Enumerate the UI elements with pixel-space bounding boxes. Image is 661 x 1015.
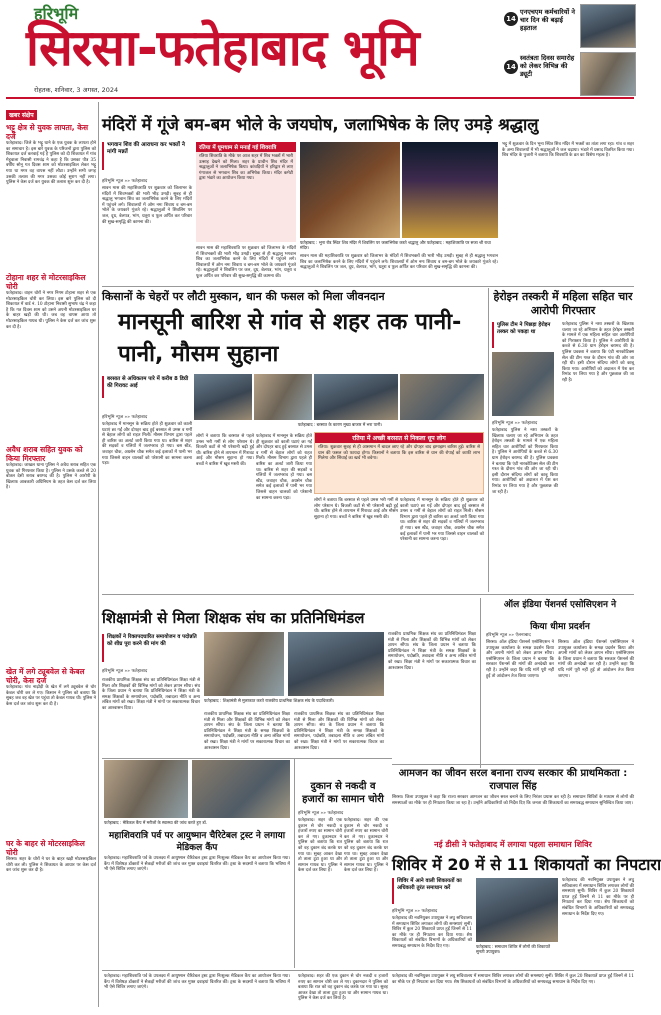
monsoon-photo-1 [194,374,252,420]
teacher-byline: हरिभूमि न्यूज »» फतेहाबाद [102,669,148,674]
dateline: रोहतक, शनिवार, 3 अगस्त, 2024 [34,86,119,94]
brief-1-body: फतेहाबाद। जिले के भट्टू थाने के एक युवक के लापता होने का समाचार है। इस बारे युवक के परिजनों द्वारा पुलिस को शिकायत दर्ज करवाई गई है पुलिस को दी शिकायत में गांव मेहूवाला निवासी रामचंद्र ने कहा है कि उसका पौत्र 35 वर्षीय सोनू गत दिवस शाम को मोटरसाइकिल लेकर भट्टू गया था मगर वह वापस नहीं लौटा। उन्होंने सभी जगह उसकी तलाश की मगर उसका कोई सुराग नहीं लगा। पुलिस ने केस दर्ज कर युवक की तलाश शुरू कर दी है। [6,141,96,186]
ellenabad-divider [480,598,481,768]
ellenabad-kicker: ऑल इंडिया पेंशनर्स एसोसिएशन ने [503,600,617,610]
heroin-sidebar-text: पुलिस टीम ने पिछड़ा हेरोइन तस्कर को पकड़ा था [497,322,551,335]
teacher-body-4: राजकीय प्राथमिक शिक्षक संघ का प्रतिनिधिमंडल शिक्षा मंत्री से मिला और शिक्षकों की विभिन्न मांगों को लेकर ज्ञापन सौंपा। संघ के जिला प्रधान ने बताया कि प्रतिनिधिमंडल ने शिक्षा मंत्री के समक्ष शिक्षकों के समायोजन, पदोन्नति, तबादला नीति व अन्य लंबित मांगों को रखा। शिक्षा मंत्री ने मांगों पर सकारात्मक विचार का आश्वासन दिया। [388,632,476,671]
camp-sidebar [392,878,472,904]
page-title: सिरसा-फतेहाबाद भूमि [26,19,419,77]
monsoon-kicker: किसानों के चेहरों पर लौटी मुस्कान, धान की फसल को मिला जीवनदान [102,290,385,303]
theft-body-1: फतेहाबाद। शहर की एक दुकान से चोर नकदी व हजारों रुपए का सामान चोरी कर ले गए। दुकानदार ने पुलिस को बताया कि रात को वह दुकान बंद करके घर गया था। सुबह आकर देखा तो ताला टूटा हुआ था और सामान गायब था। पुलिस ने केस दर्ज कर लिया है। [298,818,342,874]
theft-divider [294,758,295,968]
ratia-rain-title: रतिया में अच्छी बरसात से निकला धूप लोग [315,433,483,443]
brief-4-headline[interactable]: खेत में लगे ट्यूबवेल से केबल चोरी, केस दर्ज [6,667,85,685]
teacher-body-1: राजकीय प्राथमिक शिक्षक संघ का प्रतिनिधिमंडल शिक्षा मंत्री से मिला और शिक्षकों की विभिन्न मांगों को लेकर ज्ञापन सौंपा। संघ के जिला प्रधान ने बताया कि प्रतिनिधिमंडल ने शिक्षा मंत्री के समक्ष शिक्षकों के समायोजन, पदोन्नति, तबादला नीति व अन्य लंबित मांगों को रखा। शिक्षा मंत्री ने मांगों पर सकारात्मक विचार का आश्वासन दिया। [102,678,200,711]
top-story-right-body: भट्टू में शुक्रवार के दिन भूना स्थित शिव मंदिर में भक्तों का तांता लगा रहा। गांव व शहर के अन्य शिवालयों में भी श्रद्धालुओं ने जल चढ़ाया। भंडारे में प्रसाद वितरित किया गया। शिव मंदिर के पुजारी ने बताया कि शिवरात्रि के व्रत का विशेष महत्व है। [502,142,634,159]
bottom-col-1: फतेहाबाद। महाशिवरात्रि पर्व के उपलक्ष्य में आयुष्मान चैरिटेबल ट्रस्ट द्वारा निःशुल्क मेडिकल कैंप का आयोजन किया गया। कैंप में विशेषज्ञ डॉक्टरों ने सैकड़ों मरीजों की जांच कर मुफ्त दवाइयां वितरित कीं। ट्रस्ट के सदस्यों ने बताया कि भविष्य में भी ऐसे शिविर लगाए जाएंगे। [104,974,290,991]
camp-kicker: नई डीसी ने फतेहाबाद में लगाया पहला समाधान शिविर [434,840,592,849]
brief-5-headline[interactable]: घर के बाहर से मोटरसाइकिल चोरी [6,839,85,857]
top-story-sidebar [102,142,192,170]
ratia-rain-box [314,432,484,494]
top-story-caption: फतेहाबाद : भूना रोड स्थित शिव मंदिर में शिवलिंग पर जलाभिषेक करते श्रद्धालु और फतेहाबाद : महाशिवरात्रि पर सजा श्री राधा मंदिर। [300,240,491,250]
heroin-body-2: फतेहाबाद पुलिस ने नशा तस्करों के खिलाफ चलाए जा रहे अभियान के तहत हेरोइन तस्करी के मामले में एक महिला सहित चार आरोपियों को गिरफ्तार किया है। पुलिस ने आरोपियों के कब्जे से 6.30 ग्राम हेरोइन बरामद की है। पुलिस प्रवक्ता ने बताया कि एंटी नारकोटिक्स सेल की टीम गश्त के दौरान गांव की ओर जा रही थी। इसी दौरान संदिग्ध लोगों को काबू किया गया। आरोपियों को अदालत में पेश कर रिमांड पर लिया गया है और पूछताछ की जा रही है। [562,322,634,383]
brief-2-headline[interactable]: टोहाना शहर से मोटरसाइकिल चोरी [6,273,86,291]
brief-2-body: फतेहाबाद। वाहन चोरों ने नगर निगम टोहाना शहर से एक मोटरसाइकिल चोरी कर लिया। इस बारे पुलिस को दी शिकायत में वार्ड नं. 10 टोहाना निवासी सुभाष चंद्र ने कहा है कि गत दिवस शाम को उसने अपनी मोटरसाइकिल घर के बाहर खड़ी की थी। जब वह वापस आया तो मोटरसाइकिल गायब थी। पुलिस ने केस दर्ज कर जांच शुरू कर दी है। [6,291,96,330]
top-story-body: सावन मास की महाशिवरात्रि पर शुक्रवार को जिलाभर के मंदिरों में शिवभक्तों की भारी भीड़ उमड़ी। सुबह से ही श्रद्धालु भगवान शिव का जलाभिषेक करने के लिए मंदिरों में पहुंचने लगे। शिवालयों में ओम नमः शिवाय व बम-बम भोले के जयकारे गूंजते रहे। श्रद्धालुओं ने शिवलिंग पर जल, दूध, बेलपत्र, भांग, धतूरा व फूल अर्पित कर परिवार की सुख-समृद्धि की कामना की। [102,186,192,225]
heroin-sidebar [492,322,552,348]
ratia-highlight-box [196,142,296,242]
rajpal-box [392,764,634,838]
teaser-photo-1 [580,4,636,48]
health-photo-2 [192,760,290,818]
monsoon-photo-4 [400,374,484,420]
ellenabad-body-1: सिरसा। ऑल इंडिया पेंशनर्स एसोसिएशन ने उपायुक्त कार्यालय के समक्ष प्रदर्शन किया और अपनी मांगों को लेकर ज्ञापन सौंपा। एसोसिएशन के जिला प्रधान ने बताया कि सरकार पेंशनर्स की मांगों की अनदेखी कर रही है। उन्होंने कहा कि यदि मांगें पूरी नहीं हुईं तो आंदोलन तेज किया जाएगा। [486,640,554,679]
monsoon-sidebar [102,376,192,398]
monsoon-photo-3 [314,374,398,420]
left-column [6,102,96,1012]
ellenabad-body-2: सिरसा। ऑल इंडिया पेंशनर्स एसोसिएशन ने उपायुक्त कार्यालय के समक्ष प्रदर्शन किया और अपनी मांगों को लेकर ज्ञापन सौंपा। एसोसिएशन के जिला प्रधान ने बताया कि सरकार पेंशनर्स की मांगों की अनदेखी कर रही है। उन्होंने कहा कि यदि मांगें पूरी नहीं हुईं तो आंदोलन तेज किया जाएगा। [558,640,634,679]
teacher-body-2: राजकीय प्राथमिक शिक्षक संघ का प्रतिनिधिमंडल शिक्षा मंत्री से मिला और शिक्षकों की विभिन्न मांगों को लेकर ज्ञापन सौंपा। संघ के जिला प्रधान ने बताया कि प्रतिनिधिमंडल ने शिक्षा मंत्री के समक्ष शिक्षकों के समायोजन, पदोन्नति, तबादला नीति व अन्य लंबित मांगों को रखा। शिक्षा मंत्री ने मांगों पर सकारात्मक विचार का आश्वासन दिया। [204,712,290,751]
camp-byline: हरिभूमि न्यूज »» फतेहाबाद [392,909,438,914]
monsoon-col-5: फतेहाबाद में मानसून के सक्रिय होते ही शुक्रवार को काली घटाएं छा गईं और दोपहर बाद हुई बरसात से उमस व गर्मी से बेहाल लोगों को राहत मिली। मौसम विभाग द्वारा पहले ही बारिश का अलर्ट जारी किया गया था। बारिश से शहर की सड़कों व गलियों में जलभराव हो गया। बस स्टैंड, जवाहर चौक, अग्रसेन चौक समेत कई इलाकों में पानी भर गया जिससे वाहन चालकों को परेशानी का सामना करना पड़ा। [400,498,484,543]
left-column-divider [98,102,99,1007]
heroin-photo [492,352,554,416]
ellenabad-headline[interactable]: किया धीमा प्रदर्शन [530,622,590,632]
monsoon-col-4: लोगों ने बताया कि बरसात से पहले उमस भरी गर्मी से लोग परेशान थे। बिजली कटों से भी परेशानी बढ़ी हुई थी। बारिश होने से तापमान में गिरावट आई और मौसम सुहाना हो गया। बच्चों ने बारिश में खूब मस्ती की। [314,498,398,520]
camp-photo [476,878,558,942]
heroin-headline[interactable]: हेरोइन तस्करी में महिला सहित चार आरोपी गिरफ्तार [493,290,633,317]
ratia-highlight-title: रतिया में धूमधाम से मनाई गई शिवरात्रि [196,142,296,152]
teaser-badge-1: 14 [504,12,518,26]
teaser-photo-2 [580,52,636,96]
camp-sidebar-text: शिविर में आने वाली शिकायतों का अधिकारी तुरंत समाधान करें [397,878,462,891]
top-story-byline: हरिभूमि न्यूज »» फतेहाबाद [102,179,148,184]
heroin-divider [488,288,489,592]
ellenabad-byline: हरिभूमि न्यूज »» ऐलनाबाद [486,633,531,638]
bottom-col-3: फतेहाबाद की नवनियुक्त उपायुक्त ने लघु सचिवालय में समाधान शिविर लगाकर लोगों की समस्याएं सुनीं। शिविर में कुल 20 शिकायतें प्राप्त हुईं जिनमें से 11 का मौके पर ही निपटारा कर दिया गया। शेष शिकायतों को संबंधित विभागों के अधिकारियों को समयबद्ध समाधान के निर्देश दिए गए। [392,974,634,985]
monsoon-body: फतेहाबाद में मानसून के सक्रिय होते ही शुक्रवार को काली घटाएं छा गईं और दोपहर बाद हुई बरसात से उमस व गर्मी से बेहाल लोगों को राहत मिली। मौसम विभाग द्वारा पहले ही बारिश का अलर्ट जारी किया गया था। बारिश से शहर की सड़कों व गलियों में जलभराव हो गया। बस स्टैंड, जवाहर चौक, अग्रसेन चौक समेत कई इलाकों में पानी भर गया जिससे वाहन चालकों को परेशानी का सामना करना पड़ा। [102,422,192,467]
teacher-caption: फतेहाबाद : शिक्षामंत्री से मुलाकात करते राजकीय प्राथमिक शिक्षक संघ के पदाधिकारी। [204,698,335,703]
section-divider-4 [102,970,634,971]
rajpal-headline[interactable]: आमजन का जीवन सरल बनाना राज्य सरकार की प्राथमिकता : राजपाल सिंह [398,768,628,792]
brief-1-headline[interactable]: भट्टू क्षेत्र से युवक लापता, केस दर्ज [6,123,89,141]
health-caption: फतेहाबाद : मेडिकल कैंप में मरीजों के स्वास्थ्य की जांच करते हुए डॉ. [104,820,207,825]
rajpal-body: सिरसा। जिला उपायुक्त ने कहा कि राज्य सरकार आमजन का जीवन सरल बनाने के लिए निरंतर प्रयास कर रही है। समाधान शिविरों के माध्यम से लोगों की समस्याओं का मौके पर ही निपटारा किया जा रहा है। उन्होंने अधिकारियों को निर्देश दिए कि जनता की शिकायतों का समयबद्ध समाधान सुनिश्चित किया जाए। [392,795,634,806]
teaser-badge-2: 14 [504,60,518,74]
top-story-photo-1 [300,142,400,238]
theft-byline: हरिभूमि न्यूज »» फतेहाबाद [298,811,344,816]
monsoon-col-2: लोगों ने बताया कि बरसात से पहले उमस भरी गर्मी से लोग परेशान थे। बिजली कटों से भी परेशानी बढ़ी हुई थी। बारिश होने से तापमान में गिरावट आई और मौसम सुहाना हो गया। बच्चों ने बारिश में खूब मस्ती की। [196,434,254,467]
brand-logo: हरिभूमि [34,4,79,23]
monsoon-byline: हरिभूमि न्यूज »» फतेहाबाद [102,415,148,420]
top-story-col-3: सावन मास की महाशिवरात्रि पर शुक्रवार को जिलाभर के मंदिरों में शिवभक्तों की भारी भीड़ उमड़ी। सुबह से ही श्रद्धालु भगवान शिव का जलाभिषेक करने के लिए मंदिरों में पहुंचने लगे। शिवालयों में ओम नमः शिवाय व बम-बम भोले के जयकारे गूंजते रहे। श्रद्धालुओं ने शिवलिंग पर जल, दूध, बेलपत्र, भांग, धतूरा व फूल अर्पित कर परिवार की सुख-समृद्धि की कामना की। [300,254,498,271]
top-story-sidebar-text: भगवान शिव की आराधना कर भक्तों ने मांगी मन्नतें [107,142,185,155]
monsoon-headline[interactable]: मानसूनी बारिश से गांव से शहर तक पानी-पानी, मौसम सुहाना [118,309,462,367]
teacher-sidebar-text: शिक्षकों ने रिक्तपदधारित समायोजन व पदोन्नति को शीघ्र पूरा करने की मांग की [107,634,197,647]
top-story-col-2: सावन मास की महाशिवरात्रि पर शुक्रवार को जिलाभर के मंदिरों में शिवभक्तों की भारी भीड़ उमड़ी। सुबह से ही श्रद्धालु भगवान शिव का जलाभिषेक करने के लिए मंदिरों में पहुंचने लगे। शिवालयों में ओम नमः शिवाय व बम-बम भोले के जयकारे गूंजते रहे। श्रद्धालुओं ने शिवलिंग पर जल, दूध, बेलपत्र, भांग, धतूरा व फूल अर्पित कर परिवार की सुख-समृद्धि की कामना की। [196,246,296,279]
monsoon-photo-2 [254,374,312,420]
teaser-text-1[interactable]: एनएचएम कर्मचारियों ने चार दिन की बढ़ाई हड़ताल [520,8,576,32]
heroin-byline: हरिभूमि न्यूज »» फतेहाबाद [492,421,538,426]
ratia-rain-body: रतिया। शुक्रवार सुबह से ही आसमान में बादल छाए रहे और दोपहर बाद झमाझम बारिश हुई। बारिश से धान की फसल को फायदा होगा। किसानों ने बताया कि इस बारिश से धान की रोपाई को काफी लाभ मिलेगा और सिंचाई का खर्च भी बचेगा। [318,445,480,462]
brief-5-body: सिरसा। शहर के चोरों ने घर के बाहर खड़ी मोटरसाइकिल चोरी कर ली। पुलिस ने शिकायत के आधार पर केस दर्ज कर जांच शुरू कर दी है। [6,857,96,874]
monsoon-col-3: फतेहाबाद में मानसून के सक्रिय होते ही शुक्रवार को काली घटाएं छा गईं और दोपहर बाद हुई बरसात से उमस व गर्मी से बेहाल लोगों को राहत मिली। मौसम विभाग द्वारा पहले ही बारिश का अलर्ट जारी किया गया था। बारिश से शहर की सड़कों व गलियों में जलभराव हो गया। बस स्टैंड, जवाहर चौक, अग्रसेन चौक समेत कई इलाकों में पानी भर गया जिससे वाहन चालकों को परेशानी का सामना करना पड़ा। [256,434,312,501]
theft-body-2: फतेहाबाद। शहर की एक दुकान से चोर नकदी व हजारों रुपए का सामान चोरी कर ले गए। दुकानदार ने पुलिस को बताया कि रात को वह दुकान बंद करके घर गया था। सुबह आकर देखा तो ताला टूटा हुआ था और सामान गायब था। पुलिस ने केस दर्ज कर लिया है। [344,818,388,874]
bottom-col-2: फतेहाबाद। शहर की एक दुकान से चोर नकदी व हजारों रुपए का सामान चोरी कर ले गए। दुकानदार ने पुलिस को बताया कि रात को वह दुकान बंद करके घर गया था। सुबह आकर देखा तो ताला टूटा हुआ था और सामान गायब था। पुलिस ने केस दर्ज कर लिया है। [298,974,388,1002]
ratia-highlight-body: रतिया शिवरात्रि के मौके पर आज शहर में शिव भक्तों में भारी उत्साह देखने को मिला। शहर के प्राचीन शिव मंदिर में श्रद्धालुओं ने जलाभिषेक किया। कांवड़ियों ने हरिद्वार से लाए गंगाजल से भगवान शिव का अभिषेक किया। मंदिर कमेटी द्वारा भंडारे का आयोजन किया गया। [199,154,293,182]
teaser-text-2[interactable]: स्वतंत्रता दिवस समारोह को लेकर विभिन्न की ड्यूटी [520,54,575,78]
section-divider-1 [102,286,634,287]
monsoon-sidebar-text: बरसात से अधिकतम पारे में करीब 8 डिग्री की गिरावट आई [107,376,189,389]
heroin-body-1: फतेहाबाद पुलिस ने नशा तस्करों के खिलाफ चलाए जा रहे अभियान के तहत हेरोइन तस्करी के मामले में एक महिला सहित चार आरोपियों को गिरफ्तार किया है। पुलिस ने आरोपियों के कब्जे से 6.30 ग्राम हेरोइन बरामद की है। पुलिस प्रवक्ता ने बताया कि एंटी नारकोटिक्स सेल की टीम गश्त के दौरान गांव की ओर जा रही थी। इसी दौरान संदिग्ध लोगों को काबू किया गया। आरोपियों को अदालत में पेश कर रिमांड पर लिया गया है और पूछताछ की जा रही है। [492,428,558,495]
health-headline[interactable]: महाशिवरात्रि पर्व पर आयुष्मान चैरिटेबल ट्रस्ट ने लगाया मेडिकल कैंप [108,831,286,853]
section-divider-3 [102,758,392,759]
brief-3-headline[interactable]: अवैध शराब सहित युवक को किया गिरफ्तार [6,445,83,463]
health-photo-1 [104,760,188,818]
masthead [0,0,640,98]
top-story-headline[interactable]: मंदिरों में गूंजे बम-बम भोले के जयघोष, जलाभिषेक के लिए उमड़े श्रद्धालु [102,115,539,134]
teacher-photo-2 [288,632,384,696]
masthead-divider [6,97,634,99]
camp-headline[interactable]: शिविर में 20 में से 11 शिकायतों का निपटारा [392,855,661,874]
theft-headline[interactable]: दुकान से नकदी व हजारों का सामान चोरी [302,781,384,805]
teacher-body-3: राजकीय प्राथमिक शिक्षक संघ का प्रतिनिधिमंडल शिक्षा मंत्री से मिला और शिक्षकों की विभिन्न मांगों को लेकर ज्ञापन सौंपा। संघ के जिला प्रधान ने बताया कि प्रतिनिधिमंडल ने शिक्षा मंत्री के समक्ष शिक्षकों के समायोजन, पदोन्नति, तबादला नीति व अन्य लंबित मांगों को रखा। शिक्षा मंत्री ने मांगों पर सकारात्मक विचार का आश्वासन दिया। [294,712,384,751]
camp-caption: फतेहाबाद : समाधान शिविर में लोगों की शिकायतें सुनती उपायुक्त। [476,944,551,954]
teacher-photo-1 [204,632,284,696]
top-story-photo-2 [402,142,498,238]
brief-4-body: फतेहाबाद। गांव नाढ़ोड़ी के खेत में लगे ट्यूबवेल से चोर केबल चोरी कर ले गए। किसान ने पुलिस को बताया कि सुबह जब वह खेत पर पहुंचा तो केबल गायब थी। पुलिस ने केस दर्ज कर जांच शुरू कर दी है। [6,685,96,707]
teacher-sidebar [102,634,200,662]
camp-body-2: फतेहाबाद की नवनियुक्त उपायुक्त ने लघु सचिवालय में समाधान शिविर लगाकर लोगों की समस्याएं सुनीं। शिविर में कुल 20 शिकायतें प्राप्त हुईं जिनमें से 11 का मौके पर ही निपटारा कर दिया गया। शेष शिकायतों को संबंधित विभागों के अधिकारियों को समयबद्ध समाधान के निर्देश दिए गए। [562,878,634,917]
camp-body-1: फतेहाबाद की नवनियुक्त उपायुक्त ने लघु सचिवालय में समाधान शिविर लगाकर लोगों की समस्याएं सुनीं। शिविर में कुल 20 शिकायतें प्राप्त हुईं जिनमें से 11 का मौके पर ही निपटारा कर दिया गया। शेष शिकायतों को संबंधित विभागों के अधिकारियों को समयबद्ध समाधान के निर्देश दिए गए। [392,916,472,949]
section-divider-2 [102,594,634,595]
teacher-headline[interactable]: शिक्षामंत्री से मिला शिक्षक संघ का प्रतिनिधिमंडल [102,609,365,627]
section-label: खबर संक्षेप [6,110,37,120]
brief-3-body: फतेहाबाद। जाखल थाना पुलिस ने अवैध शराब सहित एक युवक को गिरफ्तार किया है। पुलिस ने उसके कब्जे से 20 बोतल देसी शराब बरामद की है। पुलिस ने आरोपी के खिलाफ आबकारी अधिनियम के तहत केस दर्ज कर लिया है। [6,463,96,491]
monsoon-caption: फतेहाबाद : बरसात के कारण मुख्य बाजार में भरा पानी। [297,422,383,427]
health-body: फतेहाबाद। महाशिवरात्रि पर्व के उपलक्ष्य में आयुष्मान चैरिटेबल ट्रस्ट द्वारा निःशुल्क मेडिकल कैंप का आयोजन किया गया। कैंप में विशेषज्ञ डॉक्टरों ने सैकड़ों मरीजों की जांच कर मुफ्त दवाइयां वितरित कीं। ट्रस्ट के सदस्यों ने बताया कि भविष्य में भी ऐसे शिविर लगाए जाएंगे। [104,856,290,873]
